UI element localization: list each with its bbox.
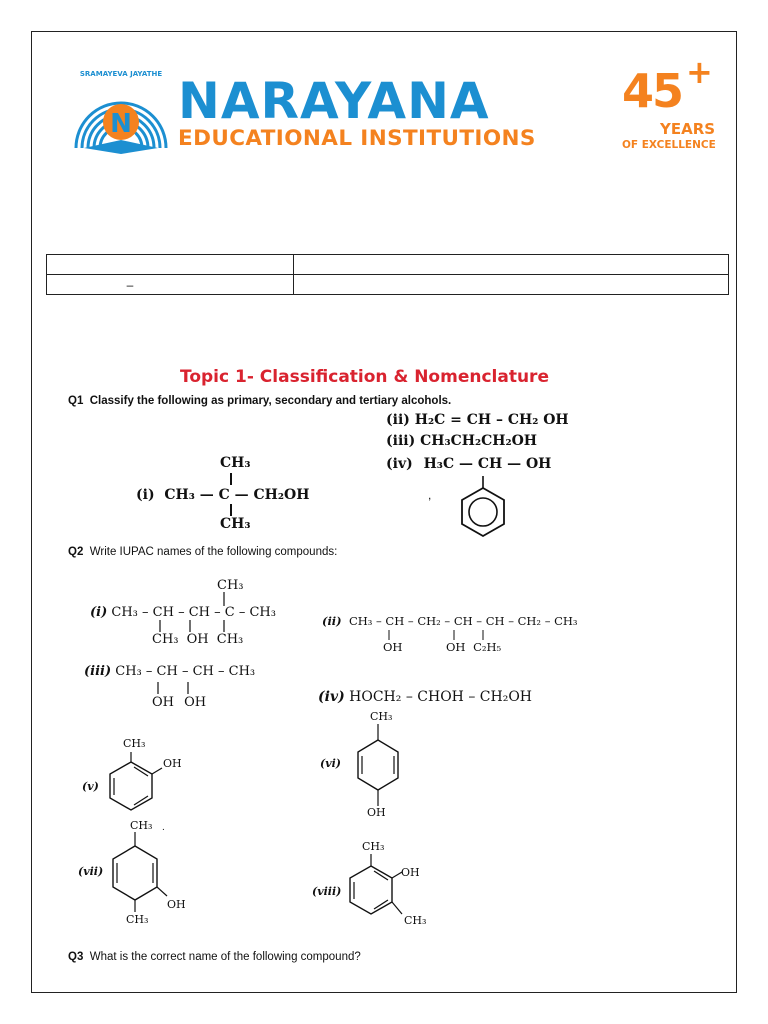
q1-item-iii (386, 433, 537, 449)
question-number: Q3 (68, 951, 84, 963)
q1-i-top: CH₃ (220, 455, 251, 471)
item-label: (iii) (84, 664, 112, 679)
topic-title: Topic 1- Classification & Nomenclature (180, 367, 549, 387)
info-table (46, 254, 729, 295)
q1-item-ii (386, 412, 569, 428)
q2-ii-sub1: OH (383, 640, 403, 654)
q2-item-ii (322, 614, 578, 628)
vi-ch3: CH₃ (370, 710, 393, 723)
item-label: (vi) (320, 757, 341, 770)
vii-ch3-bottom: CH₃ (126, 913, 149, 926)
q1-item-i: (i) CH₃ — C — CH₂OH (136, 487, 310, 503)
table-row (47, 275, 729, 295)
q2-viii-ring-icon (340, 852, 410, 924)
item-label: (iii) (386, 433, 416, 449)
q1-i-bottom: CH₃ (220, 516, 251, 532)
anniversary-years: YEARS (660, 120, 716, 138)
brand-name: NARAYANA (178, 72, 490, 130)
question-text: What is the correct name of the following compound? (89, 951, 361, 963)
bond-lines (150, 680, 210, 696)
chem-group: CH (477, 456, 503, 472)
question-number: Q2 (68, 546, 84, 558)
chem-group: H₃C (423, 456, 455, 472)
anniversary-excellence: OF EXCELLENCE (622, 139, 716, 151)
question-text: Classify the following as primary, secondary and tertiary alcohols. (89, 395, 452, 407)
table-row (47, 255, 729, 275)
vii-ch3-top: CH₃ (130, 819, 153, 832)
vi-oh: OH (367, 806, 386, 819)
q2-v-ring-icon (100, 748, 170, 820)
chem-formula: HOCH₂ – CHOH – CH₂OH (349, 689, 533, 705)
benzene-ring-icon (452, 476, 512, 538)
item-label: (vii) (78, 865, 104, 878)
question-number: Q1 (68, 395, 84, 407)
table-cell (47, 255, 294, 275)
item-label: (ii) (386, 412, 410, 428)
table-cell (294, 275, 729, 295)
emblem-letter: N (110, 109, 132, 139)
q2-iii-subs: OH OH (152, 695, 207, 710)
chem-formula: H₂C = CH – CH₂ OH (414, 412, 569, 428)
item-label: (ii) (322, 614, 342, 628)
viii-ch3-right: CH₃ (404, 914, 427, 927)
q2-i-top: CH₃ (217, 578, 244, 593)
anniversary-badge (620, 53, 720, 157)
q1-item-iv: (iv) H₃C — CH — OH (386, 456, 552, 472)
q2-ii-sub2: OH C₂H₅ (446, 640, 502, 654)
viii-oh: OH (401, 866, 420, 879)
chem-group: CH₃ (164, 487, 195, 503)
anniversary-number: 45 (622, 64, 683, 118)
item-label: (viii) (312, 885, 342, 898)
question-3 (68, 951, 361, 963)
table-cell: – (47, 275, 294, 295)
bond-lines (380, 628, 500, 642)
brand-subtitle: EDUCATIONAL INSTITUTIONS (178, 126, 536, 151)
chem-group: OH (525, 456, 552, 472)
vii-oh: OH (167, 898, 186, 911)
narayana-emblem-icon (64, 62, 179, 158)
anniversary-plus: + (686, 53, 713, 91)
chem-formula: CH₃CH₂CH₂OH (420, 433, 538, 449)
viii-ch3-top: CH₃ (362, 840, 385, 853)
emblem-motto: SRAMAYEVA JAYATHE (79, 70, 163, 78)
q2-i-subs: CH₃ OH CH₃ (152, 632, 244, 647)
v-ch3: CH₃ (123, 737, 146, 750)
q2-vii-ring-icon (104, 830, 174, 920)
chem-formula: CH₃ – CH – CH – CH₃ (115, 664, 256, 679)
q2-item-iv (318, 689, 532, 705)
table-cell (294, 255, 729, 275)
chem-formula: CH₃ – CH – CH – C – CH₃ (111, 605, 276, 620)
question-2 (68, 546, 337, 558)
q2-vi-ring-icon (350, 722, 410, 810)
q2-item-iii (84, 664, 255, 679)
chem-group: CH₂OH (253, 487, 310, 503)
item-label: (v) (82, 780, 99, 793)
item-label: (i) (136, 487, 155, 503)
item-label: (i) (90, 605, 108, 620)
item-label: (iv) (318, 689, 345, 705)
item-label: (iv) (386, 456, 413, 472)
chem-group: C (218, 487, 230, 503)
chem-formula: CH₃ – CH – CH₂ – CH – CH – CH₂ – CH₃ (348, 614, 578, 628)
question-1 (68, 395, 451, 407)
bond-lines (150, 592, 240, 637)
question-text: Write IUPAC names of the following compounds: (89, 546, 338, 558)
v-oh: OH (163, 757, 182, 770)
